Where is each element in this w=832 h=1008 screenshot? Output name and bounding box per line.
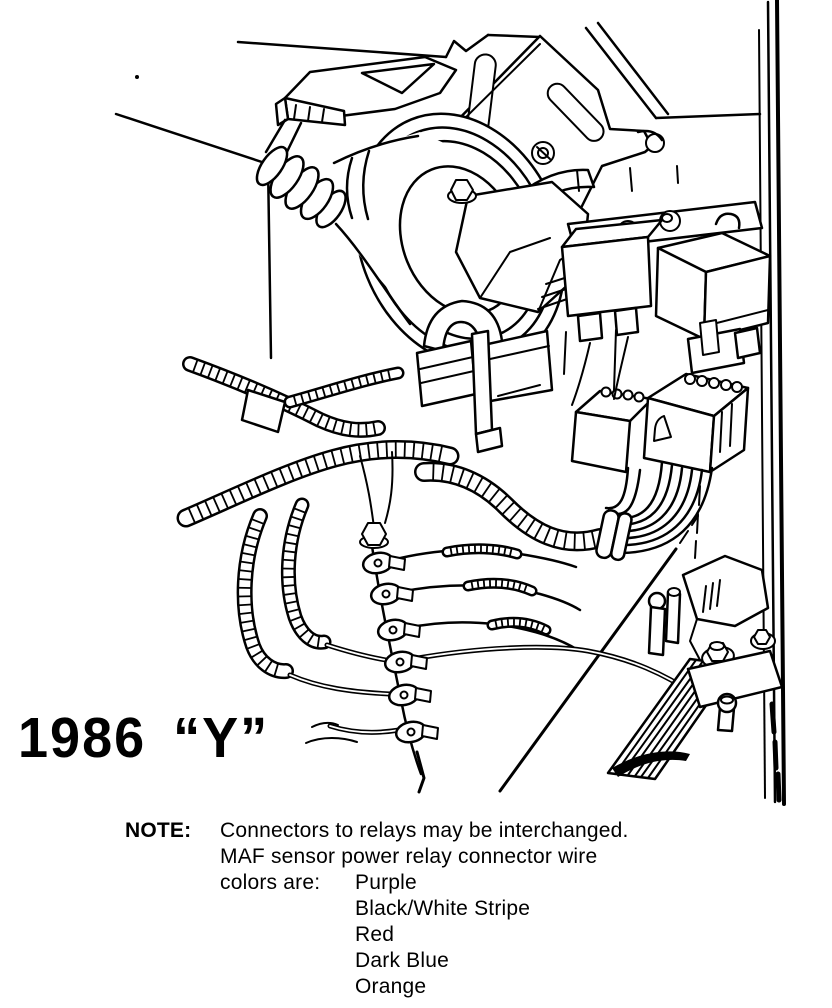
wire-color-item: Orange xyxy=(355,975,427,998)
relay-left xyxy=(562,220,662,341)
brace-eyelet xyxy=(646,134,664,152)
wire-color-item: Dark Blue xyxy=(355,949,450,972)
connector-left xyxy=(572,388,652,473)
hood-edge-lines xyxy=(586,23,760,118)
hex-bolt xyxy=(451,180,473,200)
note-colors-intro: colors are: xyxy=(220,871,321,894)
wire-color-item: Purple xyxy=(355,871,417,894)
corrugated-loom xyxy=(424,464,600,549)
note-body xyxy=(220,818,629,1000)
figure-caption: 1986 “Y” xyxy=(18,706,270,770)
note-colors-row xyxy=(220,870,629,1000)
corrugated-loom xyxy=(186,442,450,522)
bracket-plate xyxy=(683,556,768,626)
ring-terminal xyxy=(361,550,405,576)
wire-colors-list xyxy=(355,870,530,1000)
corrugated-loop xyxy=(239,516,286,676)
note-block xyxy=(125,818,629,1000)
corrugated-loom xyxy=(190,360,378,436)
note-line: MAF sensor power relay connector wire xyxy=(220,845,598,868)
ring-terminal xyxy=(394,719,438,745)
corrugated-loop xyxy=(283,505,324,647)
print-speck xyxy=(135,75,139,79)
ribbed-sleeve xyxy=(468,580,532,592)
note-line: Connectors to relays may be interchanged. xyxy=(220,819,629,842)
corrugated-branch xyxy=(290,370,398,404)
ring-terminal xyxy=(376,617,420,643)
lower-bracket-assembly xyxy=(608,556,782,779)
wire-color-item: Red xyxy=(355,923,395,946)
note-label: NOTE: xyxy=(125,819,192,842)
ribbed-sleeve xyxy=(492,619,546,632)
connector-right xyxy=(644,374,748,472)
ring-terminal xyxy=(387,682,431,708)
ring-terminal xyxy=(383,649,427,675)
hex-nut xyxy=(362,523,386,545)
foreground-looms xyxy=(424,464,633,632)
ribbed-sleeve xyxy=(447,545,517,555)
wire-color-item: Black/White Stripe xyxy=(355,897,531,920)
ring-terminal xyxy=(369,581,413,607)
clevis-pin xyxy=(666,592,680,643)
mounting-strap xyxy=(472,331,492,434)
hex-bolt xyxy=(754,630,770,644)
